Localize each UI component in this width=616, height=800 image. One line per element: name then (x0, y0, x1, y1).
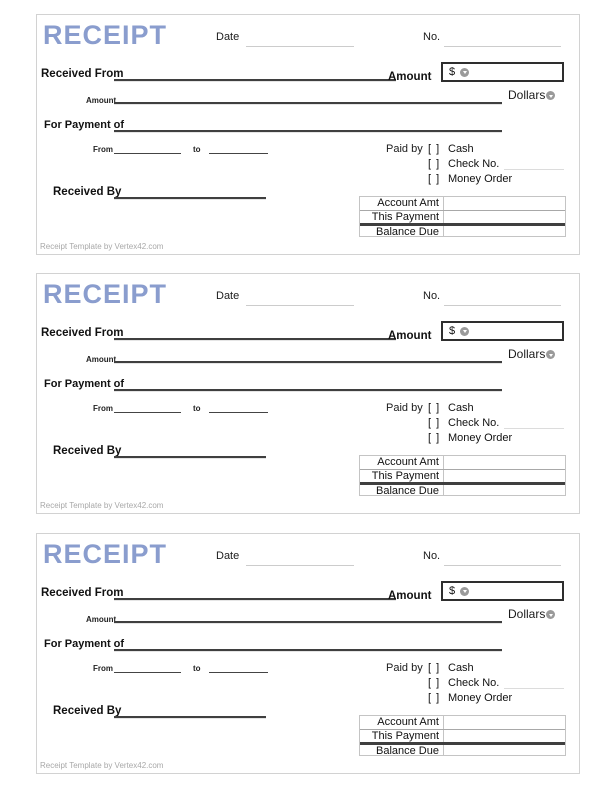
table-row (360, 469, 565, 482)
received-by-field-line[interactable] (114, 442, 266, 458)
received-from-label: Received From (41, 587, 124, 599)
dollars-label: Dollars (508, 347, 546, 361)
dollars-label: Dollars (508, 88, 546, 102)
receipt-title: RECEIPT (43, 20, 168, 50)
template-credit: Receipt Template by Vertex42.com (40, 501, 164, 510)
to-field-line[interactable] (209, 140, 268, 154)
check-no-checkbox[interactable]: [ ] (428, 417, 441, 429)
received-from-label: Received From (41, 68, 124, 80)
amount-input-box[interactable] (441, 321, 564, 341)
amount-written-field-line[interactable] (114, 347, 502, 363)
received-by-field-line[interactable] (114, 702, 266, 718)
amount-label: Amount (388, 590, 432, 602)
for-payment-of-label: For Payment of (44, 638, 125, 650)
account-amt-label: Account Amt (360, 456, 444, 469)
date-field-line[interactable] (246, 550, 354, 566)
balance-due-label: Balance Due (360, 745, 444, 755)
received-from-field-line[interactable] (114, 65, 396, 81)
summary-table (359, 196, 566, 237)
table-row (360, 729, 565, 742)
balance-due-label: Balance Due (360, 226, 444, 236)
from-label: From (93, 145, 113, 154)
money-order-checkbox[interactable]: [ ] (428, 173, 441, 185)
amount-written-label: Amount (86, 615, 117, 624)
from-field-line[interactable] (114, 399, 181, 413)
table-row (360, 742, 565, 755)
to-label: to (193, 145, 201, 154)
cash-label: Cash (448, 662, 474, 674)
account-amt-label: Account Amt (360, 716, 444, 729)
from-label: From (93, 404, 113, 413)
receipt-number-field-line[interactable] (444, 550, 561, 566)
account-amt-value-cell[interactable] (444, 456, 565, 469)
currency-symbol: $ (449, 66, 456, 78)
amount-label: Amount (388, 71, 432, 83)
check-no-checkbox[interactable]: [ ] (428, 677, 441, 689)
balance-due-value-cell[interactable] (444, 226, 565, 236)
amount-written-label: Amount (86, 96, 117, 105)
check-no-checkbox[interactable]: [ ] (428, 158, 441, 170)
check-no-label: Check No. (448, 158, 500, 170)
dollars-label: Dollars (508, 607, 546, 621)
template-credit: Receipt Template by Vertex42.com (40, 242, 164, 251)
received-by-label: Received By (53, 705, 122, 717)
template-credit: Receipt Template by Vertex42.com (40, 761, 164, 770)
paid-by-label: Paid by (386, 402, 423, 414)
date-label: Date (216, 31, 240, 43)
from-field-line[interactable] (114, 659, 181, 673)
received-from-label: Received From (41, 327, 124, 339)
this-payment-label: This Payment (360, 730, 444, 742)
dollars-dropdown-icon[interactable] (546, 91, 555, 100)
cash-label: Cash (448, 143, 474, 155)
amount-written-field-line[interactable] (114, 607, 502, 623)
date-label: Date (216, 550, 240, 562)
money-order-label: Money Order (448, 692, 513, 704)
table-row (360, 716, 565, 729)
money-order-label: Money Order (448, 432, 513, 444)
cash-checkbox[interactable]: [ ] (428, 662, 441, 674)
for-payment-of-field-line[interactable] (114, 375, 502, 391)
account-amt-value-cell[interactable] (444, 197, 565, 210)
this-payment-value-cell[interactable] (444, 470, 565, 482)
receipt-title: RECEIPT (43, 539, 168, 569)
to-field-line[interactable] (209, 399, 268, 413)
for-payment-of-field-line[interactable] (114, 635, 502, 651)
balance-due-value-cell[interactable] (444, 485, 565, 495)
date-field-line[interactable] (246, 31, 354, 47)
from-label: From (93, 664, 113, 673)
balance-due-label: Balance Due (360, 485, 444, 495)
for-payment-of-label: For Payment of (44, 378, 125, 390)
table-row (360, 197, 565, 210)
amount-dropdown-icon[interactable] (460, 587, 469, 596)
to-field-line[interactable] (209, 659, 268, 673)
for-payment-of-field-line[interactable] (114, 116, 502, 132)
check-no-label: Check No. (448, 677, 500, 689)
for-payment-of-label: For Payment of (44, 119, 125, 131)
check-no-label: Check No. (448, 417, 500, 429)
currency-symbol: $ (449, 325, 456, 337)
receipt-block (36, 533, 580, 774)
received-by-field-line[interactable] (114, 183, 266, 199)
check-no-field-line[interactable] (504, 675, 564, 689)
amount-written-field-line[interactable] (114, 88, 502, 104)
amount-written-label: Amount (86, 355, 117, 364)
this-payment-label: This Payment (360, 470, 444, 482)
summary-table (359, 455, 566, 496)
receipt-block (36, 273, 580, 514)
account-amt-label: Account Amt (360, 197, 444, 210)
check-no-field-line[interactable] (504, 415, 564, 429)
balance-due-value-cell[interactable] (444, 745, 565, 755)
receipt-title: RECEIPT (43, 279, 168, 309)
paid-by-label: Paid by (386, 143, 423, 155)
money-order-checkbox[interactable]: [ ] (428, 432, 441, 444)
cash-checkbox[interactable]: [ ] (428, 143, 441, 155)
cash-label: Cash (448, 402, 474, 414)
amount-dropdown-icon[interactable] (460, 327, 469, 336)
received-from-field-line[interactable] (114, 324, 396, 340)
summary-table (359, 715, 566, 756)
dollars-dropdown-icon[interactable] (546, 610, 555, 619)
amount-label: Amount (388, 330, 432, 342)
receipt-number-label: No. (423, 290, 441, 302)
receipt-number-label: No. (423, 550, 441, 562)
money-order-label: Money Order (448, 173, 513, 185)
this-payment-value-cell[interactable] (444, 211, 565, 223)
receipt-block (36, 14, 580, 255)
currency-symbol: $ (449, 585, 456, 597)
table-row (360, 456, 565, 469)
receipt-number-label: No. (423, 31, 441, 43)
table-row (360, 210, 565, 223)
from-field-line[interactable] (114, 140, 181, 154)
table-row (360, 223, 565, 236)
this-payment-label: This Payment (360, 211, 444, 223)
received-by-label: Received By (53, 186, 122, 198)
to-label: to (193, 404, 201, 413)
money-order-checkbox[interactable]: [ ] (428, 692, 441, 704)
received-from-field-line[interactable] (114, 584, 396, 600)
received-by-label: Received By (53, 445, 122, 457)
amount-input-box[interactable] (441, 581, 564, 601)
receipt-number-field-line[interactable] (444, 31, 561, 47)
to-label: to (193, 664, 201, 673)
date-field-line[interactable] (246, 290, 354, 306)
amount-input-box[interactable] (441, 62, 564, 82)
this-payment-value-cell[interactable] (444, 730, 565, 742)
paid-by-label: Paid by (386, 662, 423, 674)
table-row (360, 482, 565, 495)
amount-dropdown-icon[interactable] (460, 68, 469, 77)
account-amt-value-cell[interactable] (444, 716, 565, 729)
cash-checkbox[interactable]: [ ] (428, 402, 441, 414)
check-no-field-line[interactable] (504, 156, 564, 170)
receipt-number-field-line[interactable] (444, 290, 561, 306)
date-label: Date (216, 290, 240, 302)
dollars-dropdown-icon[interactable] (546, 350, 555, 359)
